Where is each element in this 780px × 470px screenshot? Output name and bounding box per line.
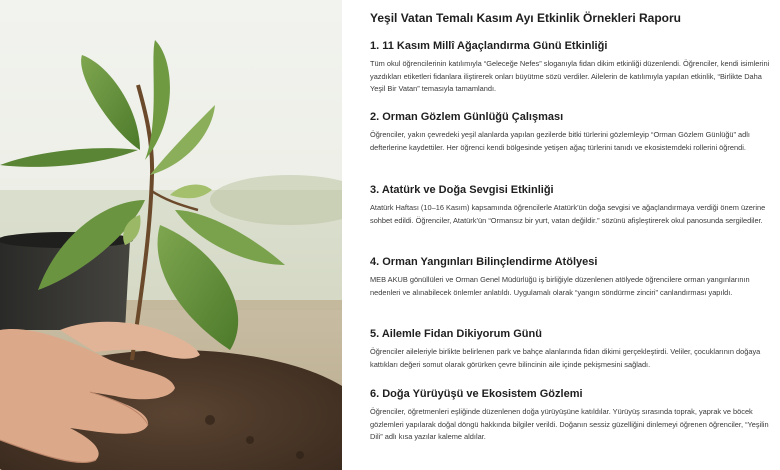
section-body: Atatürk Haftası (10–16 Kasım) kapsamında öğrencilerle Atatürk’ün doğa sevgisi ve ağaçlandırmaya verdiği önem üzerine sohbet edildi. Öğrenciler, Atatürk’ün “Ormansız bir yurt, vatan değildir.” sözünü afişleştirerek okul panosunda sergilediler.: [370, 203, 766, 225]
section-5: [370, 328, 770, 371]
section-heading: 2. Orman Gözlem Günlüğü Çalışması: [370, 111, 564, 123]
section-body: Tüm okul öğrencilerinin katılımıyla “Geleceğe Nefes” sloganıyla fidan dikim etkinliği düzenlendi. Öğrenciler, kendi isimlerini yazdıkları etiketleri fidanlara iliştirerek onları büyütme sözü verdiler. Ailelerin de katılımıyla yapılan etkinlik, “Birlikte Daha Yeşil Bir Vatan” temasıyla tamamlandı.: [370, 59, 770, 93]
section-body: Öğrenciler, öğretmenleri eşliğinde düzenlenen doğa yürüyüşüne katıldılar. Yürüyüş sırasında toprak, yaprak ve böcek gözlemleri yapılarak doğal döngü hakkında bilgiler verildi. Doğanın sessiz güzelliğini dinlemeyi öğrenen öğrenciler, “Yeşilin Dili” adlı kısa yazılar kaleme aldılar.: [370, 407, 769, 441]
section-3: [370, 184, 770, 227]
section-heading: 6. Doğa Yürüyüşü ve Ekosistem Gözlemi: [370, 388, 583, 400]
sapling-planting-photo: [0, 0, 342, 470]
section-4: [370, 256, 770, 299]
section-body: Öğrenciler aileleriyle birlikte belirlenen park ve bahçe alanlarında fidan dikimi gerçekleştirdi. Veliler, çocuklarının doğaya kattıkları değeri somut olarak görürken çevre bilincinin aile içinde pekişmesini sağladı.: [370, 347, 761, 369]
section-2: [370, 111, 770, 154]
report-title: Yeşil Vatan Temalı Kasım Ayı Etkinlik Örnekleri Raporu: [370, 11, 682, 25]
section-body: Öğrenciler, yakın çevredeki yeşil alanlarda yapılan gezilerde bitki türlerini gözlemleyip “Orman Gözlem Günlüğü” adlı defterlerine kaydettiler. Her öğrenci kendi bölgesinde yetişen ağaç türlerini tanıdı ve ekosistemdeki rollerini öğrendi.: [370, 130, 750, 152]
sapling-illustration: [0, 0, 342, 470]
report-panel: [370, 0, 770, 470]
section-1: [370, 40, 770, 96]
section-6: [370, 388, 770, 444]
section-heading: 5. Ailemle Fidan Dikiyorum Günü: [370, 328, 542, 340]
section-heading: 3. Atatürk ve Doğa Sevgisi Etkinliği: [370, 184, 554, 196]
section-body: MEB AKUB gönüllüleri ve Orman Genel Müdürlüğü iş birliğiyle düzenlenen atölyede öğrencilere orman yangınlarının nedenleri ve alınabilecek önlemler anlatıldı. Uygulamalı olarak “yangın söndürme zinciri” canlandırması yapıldı.: [370, 275, 750, 297]
section-heading: 1. 11 Kasım Millî Ağaçlandırma Günü Etkinliği: [370, 40, 608, 52]
section-heading: 4. Orman Yangınları Bilinçlendirme Atölyesi: [370, 256, 598, 268]
